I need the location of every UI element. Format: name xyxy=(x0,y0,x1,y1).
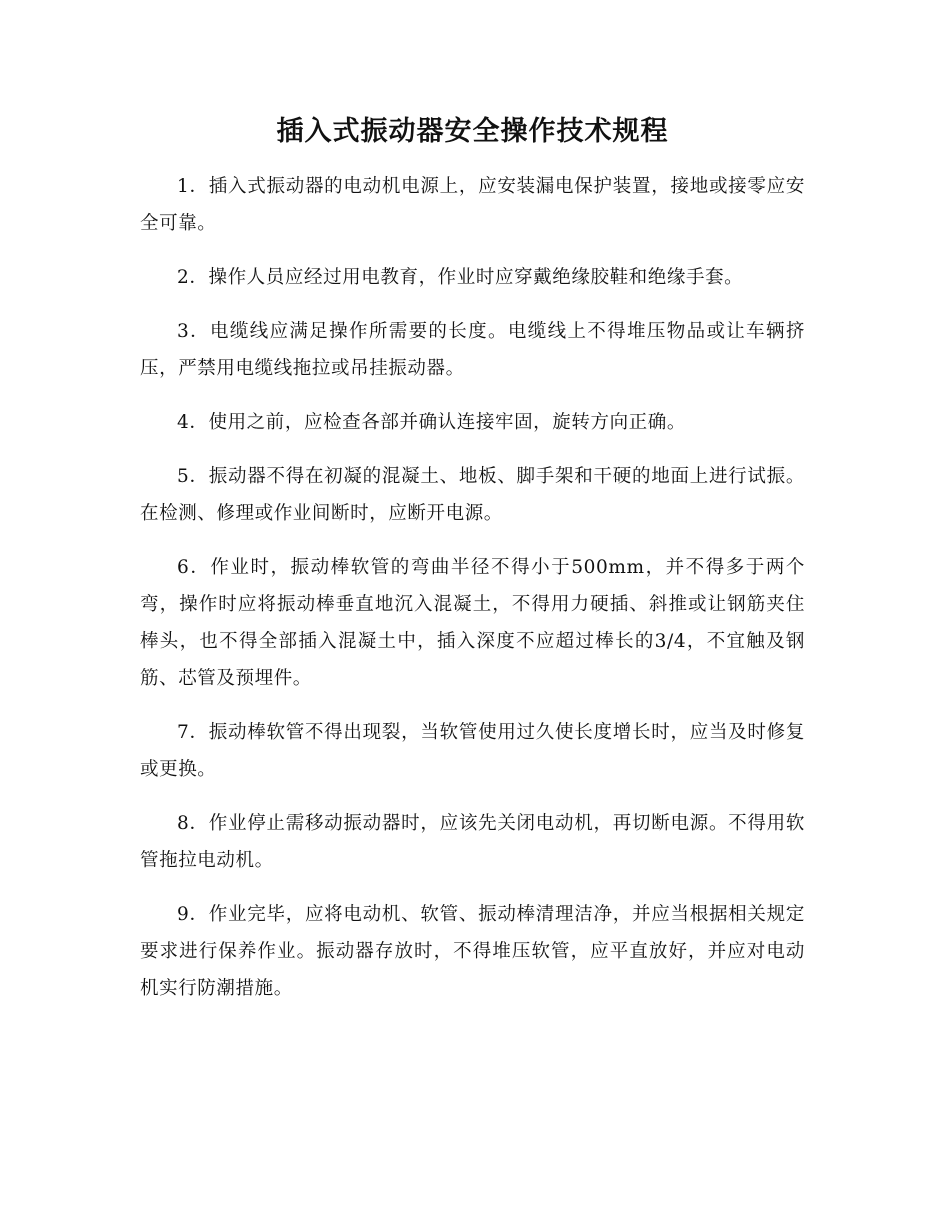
document-page xyxy=(140,112,805,1024)
paragraph-2: 2．操作人员应经过用电教育，作业时应穿戴绝缘胶鞋和绝缘手套。 xyxy=(177,267,744,288)
document-title: 插入式振动器安全操作技术规程 xyxy=(276,116,669,147)
paragraph-9: 9．作业完毕，应将电动机、软管、振动棒清理洁净，并应当根据相关规定要求进行保养作业。振动器存放时，不得堆压软管，应平直放好，并应对电动机实行防潮措施。 xyxy=(140,904,805,999)
paragraph-4: 4．使用之前，应检查各部并确认连接牢固，旋转方向正确。 xyxy=(177,412,686,433)
paragraph-6: 6．作业时，振动棒软管的弯曲半径不得小于500mm，并不得多于两个弯，操作时应将振动棒垂直地沉入混凝土，不得用力硬插、斜推或让钢筋夹住棒头，也不得全部插入混凝土中，插入深度不应超过棒长的3/4，不宜触及钢筋、芯管及预埋件。 xyxy=(140,557,805,689)
paragraph-3: 3．电缆线应满足操作所需要的长度。电缆线上不得堆压物品或让车辆挤压，严禁用电缆线拖拉或吊挂振动器。 xyxy=(140,321,805,379)
paragraph-8: 8．作业停止需移动振动器时，应该先关闭电动机，再切断电源。不得用软管拖拉电动机。 xyxy=(140,813,805,871)
paragraph-7: 7．振动棒软管不得出现裂，当软管使用过久使长度增长时，应当及时修复或更换。 xyxy=(140,722,805,780)
paragraph-5: 5．振动器不得在初凝的混凝土、地板、脚手架和干硬的地面上进行试振。在检测、修理或作业间断时，应断开电源。 xyxy=(140,466,805,524)
paragraph-1: 1．插入式振动器的电动机电源上，应安装漏电保护装置，接地或接零应安全可靠。 xyxy=(140,176,805,234)
